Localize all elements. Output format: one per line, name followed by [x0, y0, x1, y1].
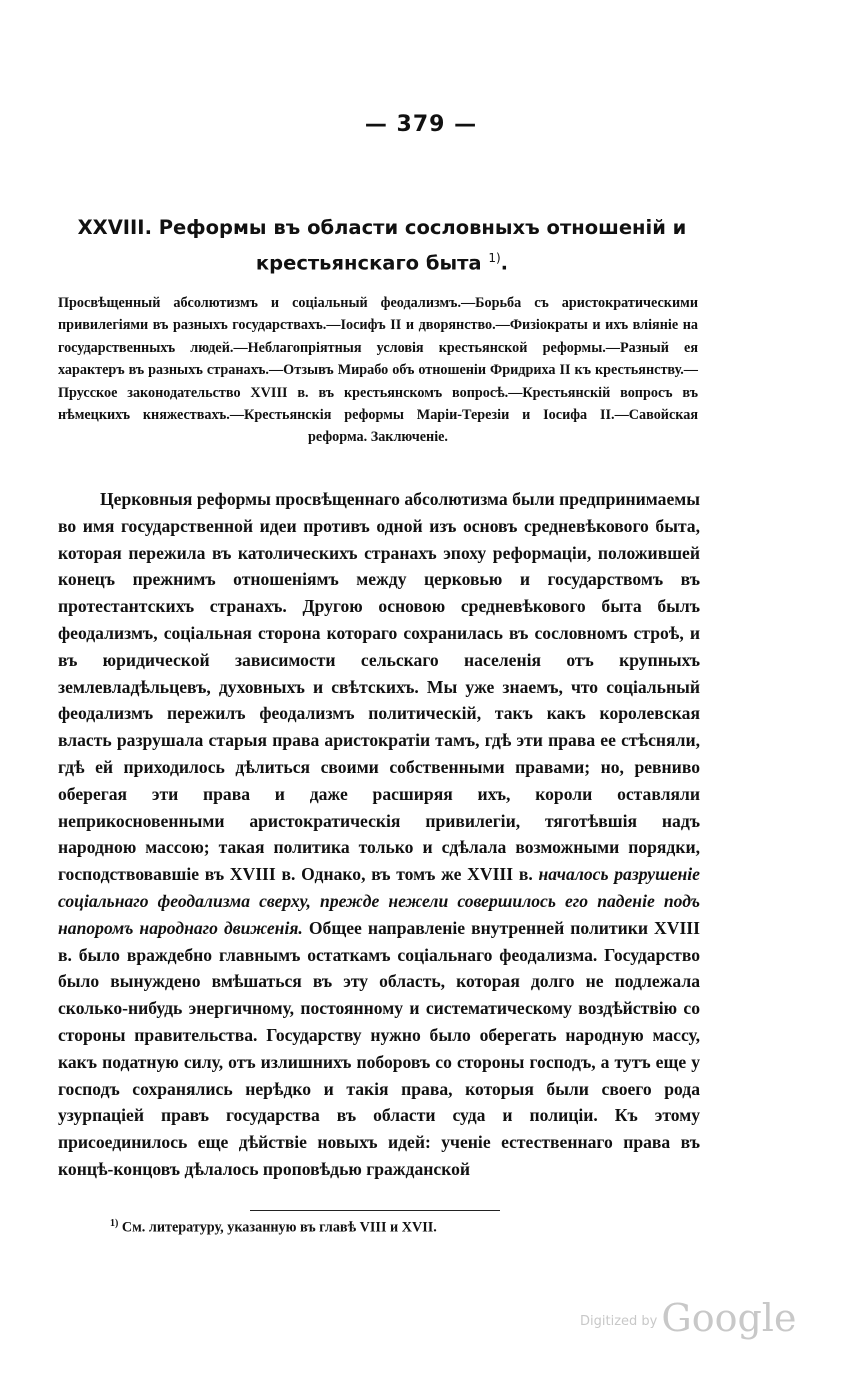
- chapter-summary: Просвѣщенный абсолютизмъ и соціальный феодализмъ.—Борьба съ аристократическими привилегіями въ разныхъ государствахъ.—Іосифъ II и дворянство.—Физіократы и ихъ вліяніе на государственныхъ людей.—Неблагопріятныя условія крестьянской реформы.—Разный ея характеръ въ разныхъ странахъ.—Отзывъ Мирабо объ отношеніи Фридриха II къ крестьянству.—Прусское законодательство XVIII в. въ крестьянскомъ вопросѣ.—Крестьянскій вопросъ въ нѣмецкихъ княжествахъ.—Крестьянскія реформы Маріи-Терезіи и Іосифа II.—Савойская реформа. Заключеніе.: [58, 295, 698, 446]
- body-text-italic: началось разрушеніе соціальнаго феодализма сверху, прежде нежели совершилось его паденіе подъ напоромъ народнаго движенія.: [58, 864, 700, 938]
- footnote-divider: [250, 1210, 500, 1211]
- footnote-mark: 1): [110, 1218, 119, 1229]
- body-text-part-1: Церковныя реформы просвѣщеннаго абсолютизма были предпринимаемы во имя государственной идеи противъ одной изъ основъ средневѣкового быта, которая пережила въ католическихъ странахъ эпоху реформаціи, положившей конецъ прежнимъ отношеніямъ между церковью и государствомъ въ протестантскихъ странахъ. Другою основою средневѣкового быта былъ феодализмъ, соціальная сторона котораго сохранилась въ сословномъ строѣ, и въ юридической зависимости сельскаго населенія отъ крупныхъ землевладѣльцевъ, духовныхъ и свѣтскихъ. Мы уже знаемъ, что соціальный феодализмъ пережилъ феодализмъ политическій, такъ какъ королевская власть разрушала старыя права аристократіи тамъ, гдѣ эти права ее стѣсняли, гдѣ ей приходилось дѣлиться своими собственными правами; но, ревниво оберегая эти права и даже расширяя ихъ, короли оставляли неприкосновенными аристократическія привилегіи, тяготѣвшія надъ народною массою; такая политика только и сдѣлала возможными порядки, господствовавшіе въ XVIII в. Однако, въ томъ же XVIII в.: [58, 489, 700, 885]
- watermark-digitized-by: Digitized by: [580, 1314, 658, 1329]
- google-watermark: [580, 1296, 796, 1340]
- page-number: — 379 —: [364, 112, 478, 137]
- footnote-text: См. литературу, указанную въ главѣ VIII и XVII.: [121, 1219, 437, 1236]
- footnote: [110, 1218, 437, 1237]
- body-text-part-2: Общее направленіе внутренней политики XVIII в. было враждебно главнымъ остаткамъ соціальнаго феодализма. Государство было вынуждено вмѣшаться въ эту область, которая долго не подлежала сколько-нибудь энергичному, постоянному и систематическому воздѣйствію со стороны правительства. Государству нужно было оберегать народную массу, какъ податную силу, отъ излишнихъ поборовъ со стороны господъ, а тутъ еще у господъ сохранялись нерѣдко и такія права, которыя были своего рода узурпаціей правъ государства въ области суда и полиціи. Къ этому присоединилось еще дѣйствіе новыхъ идей: ученіе естественнаго права въ концѣ-концовъ дѣлалось проповѣдью гражданской: [58, 917, 700, 1179]
- chapter-footnote-mark[interactable]: 1): [488, 251, 501, 265]
- chapter-title: XXVIII. Реформы въ области сословныхъ отношеній и крестьянскаго быта $^{1)}$.: [77, 216, 687, 275]
- watermark-google-logo: Google: [661, 1296, 797, 1340]
- chapter-title-text: XXVIII. Реформы въ области сословныхъ отношеній и крестьянскаго быта: [77, 216, 687, 275]
- body-paragraph: [58, 486, 700, 1183]
